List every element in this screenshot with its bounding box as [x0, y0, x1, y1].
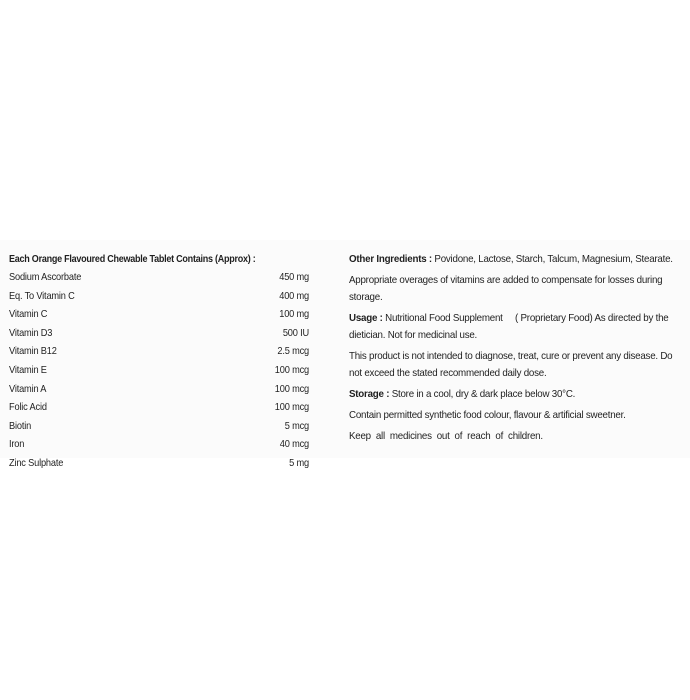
nutrient-row [9, 435, 309, 454]
storage [349, 386, 686, 403]
nutrient-name: Sodium Ascorbate [9, 271, 82, 283]
composition-table [9, 251, 309, 473]
usage-label: Usage : [349, 312, 383, 324]
storage-label: Storage : [349, 388, 390, 400]
product-info [349, 251, 685, 445]
nutrient-name: Vitamin E [9, 363, 47, 376]
nutrient-amount: 100 mcg [274, 363, 309, 376]
nutrient-amount: 40 mcg [279, 438, 309, 451]
nutrient-row [9, 398, 309, 417]
nutrient-name: Zinc Sulphate [9, 456, 64, 469]
keep-away-note: Keep all medicines out of reach of children. [349, 430, 543, 442]
nutrient-name: Vitamin B12 [9, 345, 57, 358]
usage-text-b: dietician. Not for medicinal use. [349, 329, 478, 341]
other-ingredients-label: Other Ingredients : [349, 253, 432, 265]
nutrient-amount: 100 mcg [274, 401, 309, 414]
nutrient-amount: 500 IU [282, 326, 309, 339]
composition-heading: Each Orange Flavoured Chewable Tablet Contains (Approx) : [9, 253, 256, 265]
nutrient-name: Folic Acid [9, 401, 47, 414]
usage-text-a: Nutritional Food Supplement ( Proprietary Food) As directed by the [382, 312, 669, 324]
nutrient-amount: 450 mg [279, 271, 309, 283]
nutrient-row [9, 454, 309, 473]
nutrient-amount: 400 mg [279, 289, 309, 302]
nutrient-row [9, 361, 309, 380]
nutrient-amount: 5 mg [289, 456, 309, 469]
nutrient-name: Iron [9, 438, 25, 451]
nutrient-row [9, 268, 309, 287]
storage-text: Store in a cool, dry & dark place below 30°C. [389, 388, 576, 400]
nutrient-row [9, 324, 309, 343]
nutrient-name: Vitamin C [9, 308, 48, 321]
disclaimer: This product is not intended to diagnose, treat, cure or prevent any disease. Do not exceed the stated recommended daily dose. [349, 350, 673, 379]
usage [349, 310, 686, 344]
nutrient-row [9, 342, 309, 361]
nutrient-row [9, 305, 309, 324]
nutrient-row [9, 380, 309, 399]
nutrient-row [9, 287, 309, 306]
nutrient-row [9, 417, 309, 436]
nutrient-amount: 2.5 mcg [277, 345, 309, 358]
nutrient-name: Vitamin A [9, 382, 47, 395]
colour-note: Contain permitted synthetic food colour, flavour & artificial sweetner. [349, 409, 626, 421]
nutrient-amount: 100 mg [279, 308, 309, 321]
nutrient-name: Biotin [9, 419, 32, 432]
nutrient-amount: 5 mcg [284, 419, 309, 432]
nutrient-name: Vitamin D3 [9, 326, 53, 339]
other-ingredients-text: Povidone, Lactose, Starch, Talcum, Magnesium, Stearate. [431, 253, 673, 265]
nutrient-amount: 100 mcg [274, 382, 309, 395]
overages-note: Appropriate overages of vitamins are added to compensate for losses during storage. [349, 274, 663, 303]
composition-rows [9, 268, 309, 473]
other-ingredients [349, 251, 686, 268]
nutrient-name: Eq. To Vitamin C [9, 289, 75, 302]
